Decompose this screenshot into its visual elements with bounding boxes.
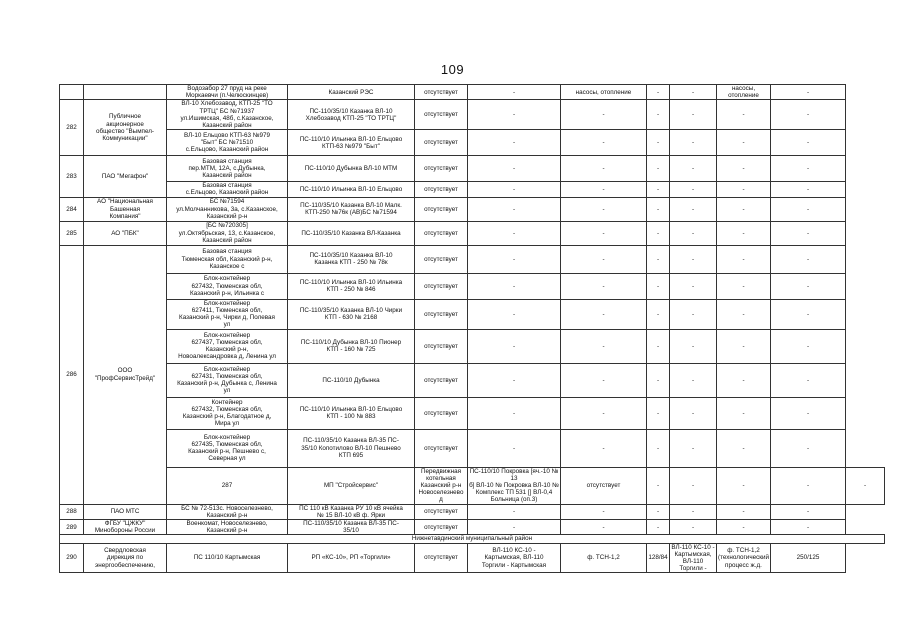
organization-cell: Свердловская дирекция по энергообеспечению, bbox=[84, 543, 167, 573]
table-cell: Передвижная котельная Казанский р-н Новоселезнево д bbox=[415, 467, 468, 504]
table-cell: - bbox=[468, 85, 561, 100]
table-cell: - bbox=[717, 504, 771, 519]
table-row bbox=[60, 85, 885, 100]
table-cell: - bbox=[670, 182, 717, 197]
table-cell: БС № 72-513с. Новоселезнево, Казанский р-н bbox=[167, 504, 288, 519]
table-cell: - bbox=[647, 273, 670, 299]
table-cell: - bbox=[670, 504, 717, 519]
table-cell: отсутствует bbox=[415, 182, 468, 197]
table-row bbox=[60, 329, 885, 363]
table-cell: - bbox=[561, 397, 647, 429]
row-number: 282 bbox=[60, 100, 84, 156]
table-cell: - bbox=[670, 467, 717, 504]
table-cell: - bbox=[670, 85, 717, 100]
table-cell: - bbox=[717, 197, 771, 221]
table-cell: - bbox=[717, 100, 771, 130]
table-cell: ПС-110/10 Ильинка ВЛ-10 Ельцово КТП - 100 № 883 bbox=[288, 397, 415, 429]
table-cell: отсутствует bbox=[415, 130, 468, 156]
table-cell: - bbox=[647, 520, 670, 535]
row-number: 287 bbox=[167, 467, 288, 504]
table-cell: - bbox=[670, 156, 717, 182]
table-cell: - bbox=[561, 100, 647, 130]
table-cell: - bbox=[561, 273, 647, 299]
table-cell: ПС-110/35/10 Казанка ВЛ-10 Малк. КТП-250 №76к (АВ)БС №71594 bbox=[288, 197, 415, 221]
table-cell: - bbox=[771, 299, 846, 329]
table-cell: отсутствует bbox=[415, 397, 468, 429]
table-cell: - bbox=[771, 221, 846, 245]
table-cell: - bbox=[647, 100, 670, 130]
table-cell: РП «КС-10», РП «Торгили» bbox=[288, 543, 415, 573]
table-cell: - bbox=[670, 197, 717, 221]
table-cell: отсутствует bbox=[415, 429, 468, 467]
table-cell: отсутствует bbox=[415, 221, 468, 245]
table-cell: - bbox=[468, 273, 561, 299]
table-row bbox=[60, 100, 885, 130]
table-cell: - bbox=[771, 273, 846, 299]
table-cell: - bbox=[647, 245, 670, 273]
table-cell: - bbox=[561, 197, 647, 221]
table-cell: Контейнер 627432, Тюменская обл, Казанский р-н, Благодатное д, Мира ул bbox=[167, 397, 288, 429]
table-cell: отсутствует bbox=[415, 245, 468, 273]
table-cell: - bbox=[717, 467, 771, 504]
table-cell: - bbox=[561, 221, 647, 245]
table-row bbox=[60, 543, 885, 573]
table-cell: отсутствует bbox=[561, 467, 647, 504]
table-cell: - bbox=[561, 520, 647, 535]
table-cell: - bbox=[561, 363, 647, 397]
table-cell: Казанский РЭС bbox=[288, 85, 415, 100]
table-row bbox=[60, 156, 885, 182]
table-cell: - bbox=[717, 397, 771, 429]
section-title: Нижнетавдинский муниципальный район bbox=[60, 535, 885, 543]
table-cell: - bbox=[468, 429, 561, 467]
table-cell: - bbox=[670, 130, 717, 156]
table-cell: - bbox=[647, 329, 670, 363]
table-cell: ПС-110/10 Ильинка ВЛ-10 Ильинка КТП - 250 № 846 bbox=[288, 273, 415, 299]
table-cell: Блок-контейнер 627411, Тюменская обл, Казанский р-н, Чирки д, Полевая ул bbox=[167, 299, 288, 329]
table-cell: отсутствует bbox=[415, 85, 468, 100]
table-row bbox=[60, 182, 885, 197]
table-cell: БС №71594 ул.Молчанникова, 3а, с.Казанское, Казанский р-н bbox=[167, 197, 288, 221]
table-cell: ПС-110/35/10 Казанка ВЛ-10 Чирки КТП - 630 № 2168 bbox=[288, 299, 415, 329]
table-cell: - bbox=[771, 156, 846, 182]
table-cell: - bbox=[468, 182, 561, 197]
table-cell: - bbox=[670, 520, 717, 535]
organization-cell: ФГБУ "ЦЖКУ" Минобороны России bbox=[84, 520, 167, 535]
table-cell: - bbox=[771, 504, 846, 519]
table-cell: ПС-110/10 Дубынка ВЛ-10 МТМ bbox=[288, 156, 415, 182]
table-row bbox=[60, 299, 885, 329]
table-cell: отсутствует bbox=[415, 299, 468, 329]
data-table bbox=[59, 84, 885, 573]
table-cell: - bbox=[468, 221, 561, 245]
table-cell: - bbox=[717, 329, 771, 363]
table-cell: 128/84 bbox=[647, 543, 670, 573]
table-cell: - bbox=[647, 363, 670, 397]
table-cell: Военкомат, Новоселезнево, Казанский р-н bbox=[167, 520, 288, 535]
table-cell: Блок-контейнер 627432, Тюменская обл, Казанский р-н, Ильинка с bbox=[167, 273, 288, 299]
table-row bbox=[60, 429, 885, 467]
table-cell: - bbox=[647, 467, 670, 504]
table-cell: - bbox=[561, 429, 647, 467]
table-cell: отсутствует bbox=[415, 329, 468, 363]
table-cell: - bbox=[771, 467, 846, 504]
table-cell: ПС-110/10 Ильинка ВЛ-10 Ельцово bbox=[288, 182, 415, 197]
row-number: 286 bbox=[60, 245, 84, 504]
row-number: 289 bbox=[60, 520, 84, 535]
section-band-row bbox=[60, 535, 885, 543]
table-cell: - bbox=[647, 85, 670, 100]
table-cell: - bbox=[647, 429, 670, 467]
table-cell: - bbox=[670, 429, 717, 467]
table-cell: ВЛ-110 КС-10 - Картымская, ВЛ-110 Торгили - Картымская bbox=[468, 543, 561, 573]
organization-cell: Публичное акционерное общество "Вымпел- Коммуникации" bbox=[84, 100, 167, 156]
table-cell: насосы, отопление bbox=[561, 85, 647, 100]
table-cell: - bbox=[771, 429, 846, 467]
organization-cell: МП "Стройсервис" bbox=[288, 467, 415, 504]
table-row bbox=[60, 130, 885, 156]
table-body bbox=[60, 85, 885, 573]
table-row bbox=[60, 397, 885, 429]
table-cell: ф. ТСН-1,2 bbox=[561, 543, 647, 573]
table-row bbox=[60, 245, 885, 273]
table-cell: - bbox=[561, 156, 647, 182]
table-cell: ПС-110/35/10 Казанка ВЛ-Казанка bbox=[288, 221, 415, 245]
table-cell: - bbox=[647, 221, 670, 245]
table-cell: 250/125 bbox=[771, 543, 846, 573]
table-cell: - bbox=[670, 100, 717, 130]
table-cell: ф. ТСН-1,2 (технологический процесс ж.д. bbox=[717, 543, 771, 573]
table-cell: - bbox=[468, 299, 561, 329]
table-cell: Базовая станция Тюменская обл, Казанский р-н, Казанское с bbox=[167, 245, 288, 273]
table-cell: - bbox=[717, 429, 771, 467]
table-cell: - bbox=[647, 397, 670, 429]
table-cell: ПС 110/10 Картымская bbox=[167, 543, 288, 573]
table-cell: - bbox=[468, 397, 561, 429]
table-cell: - bbox=[771, 130, 846, 156]
row-number: 284 bbox=[60, 197, 84, 221]
table-cell: - bbox=[717, 273, 771, 299]
table-cell: отсутствует bbox=[415, 197, 468, 221]
table-row bbox=[60, 221, 885, 245]
table-cell: - bbox=[468, 504, 561, 519]
table-cell: - bbox=[561, 245, 647, 273]
table-row bbox=[60, 363, 885, 397]
table-cell: Блок-контейнер 627437, Тюменская обл, Казанский р-н, Новоалександровка д, Ленина ул bbox=[167, 329, 288, 363]
table-cell: - bbox=[771, 85, 846, 100]
table-cell: ПС-110/10 Покровка [яч.-10 № 13 б] ВЛ-10 № Покровка ВЛ-10 № Комплекс ТП 531 [] ВЛ-0,4 Больница (оп.3) bbox=[469, 467, 559, 504]
table-cell: ВЛ-10 Хлебозавод, КТП-25 "ТО ТРТЦ" БС №71937 ул.Ишимская, 48б, с.Казанское, Казанский район bbox=[167, 100, 288, 130]
table-cell: ВЛ-110 КС-10 - Картымская, ВЛ-110 Торгили - bbox=[671, 543, 715, 573]
table-cell: отсутствует bbox=[415, 504, 468, 519]
table-cell: - bbox=[717, 520, 771, 535]
table-cell: - bbox=[771, 182, 846, 197]
table-cell: - bbox=[670, 329, 717, 363]
table-row bbox=[60, 504, 885, 519]
organization-cell: АО "Национальная Башенная Компания" bbox=[84, 197, 167, 221]
table-cell: - bbox=[647, 299, 670, 329]
table-cell: - bbox=[561, 182, 647, 197]
table-cell: - bbox=[670, 363, 717, 397]
table-cell: - bbox=[670, 221, 717, 245]
table-cell: отсутствует bbox=[415, 273, 468, 299]
table-cell: - bbox=[717, 182, 771, 197]
table-cell: ПС-110/35/10 Казанка ВЛ-35 ПС- 35/10 Копотилово ВЛ-10 Пешнево КТП 695 bbox=[288, 429, 415, 467]
table-cell: отсутствует bbox=[415, 100, 468, 130]
table-cell: ПС-110/10 Ильинка ВЛ-10 Ельцово КТП-63 №979 "Быт" bbox=[288, 130, 415, 156]
table-cell: Базовая станция пер.МТМ, 12А, с.Дубынка, Казанский район bbox=[167, 156, 288, 182]
table-cell: - bbox=[717, 221, 771, 245]
table-cell: - bbox=[771, 397, 846, 429]
row-number: 290 bbox=[60, 543, 84, 573]
table-cell: ПС 110 кВ Казанка РУ 10 кВ ячейка № 15 ВЛ-10 кВ ф. Ярки bbox=[288, 504, 415, 519]
table-row bbox=[60, 273, 885, 299]
table-cell: ПС-110/10 Дубынка bbox=[288, 363, 415, 397]
table-cell: - bbox=[647, 182, 670, 197]
table-cell: отсутствует bbox=[415, 520, 468, 535]
table-cell: - bbox=[468, 156, 561, 182]
table-cell: - bbox=[846, 467, 885, 504]
table-cell: отсутствует bbox=[415, 363, 468, 397]
table-cell: - bbox=[468, 197, 561, 221]
table-cell: - bbox=[647, 156, 670, 182]
table-cell: - bbox=[468, 100, 561, 130]
table-cell: - bbox=[468, 245, 561, 273]
table-cell: - bbox=[670, 299, 717, 329]
organization-cell: ПАО "Мегафон" bbox=[84, 156, 167, 197]
table-cell: - bbox=[771, 245, 846, 273]
table-cell: - bbox=[717, 130, 771, 156]
table-cell: - bbox=[717, 363, 771, 397]
table-cell: - bbox=[670, 245, 717, 273]
organization-cell: ООО "ПрофСервисТрейд" bbox=[84, 245, 167, 504]
organization-cell: АО "ПБК" bbox=[84, 221, 167, 245]
table-cell: - bbox=[647, 197, 670, 221]
table-cell: отсутствует bbox=[415, 156, 468, 182]
organization-cell bbox=[84, 85, 167, 100]
table-cell: - bbox=[771, 520, 846, 535]
table-cell: - bbox=[468, 363, 561, 397]
table-cell: отсутствует bbox=[415, 543, 468, 573]
organization-cell: ПАО МТС bbox=[84, 504, 167, 519]
table-cell: - bbox=[717, 245, 771, 273]
table-cell: - bbox=[468, 130, 561, 156]
table-cell: - bbox=[561, 130, 647, 156]
table-cell: - bbox=[717, 156, 771, 182]
table-cell: Базовая станция с.Ельцово, Казанский район bbox=[167, 182, 288, 197]
table-cell: ПС-110/10 Дубынка ВЛ-10 Пионер КТП - 160 № 725 bbox=[288, 329, 415, 363]
table-cell: - bbox=[771, 329, 846, 363]
table-cell: насосы, отопление bbox=[717, 85, 771, 100]
table-row bbox=[60, 197, 885, 221]
table-cell: ПС-110/35/10 Казанка ВЛ-10 Хлебозавод КТП-25 "ТО ТРТЦ" bbox=[288, 100, 415, 130]
table-cell: ПС-110/35/10 Казанка ВЛ-10 Казанка КТП - 250 № 78к bbox=[288, 245, 415, 273]
table-cell: - bbox=[771, 197, 846, 221]
page-number: 109 bbox=[440, 62, 465, 77]
table-cell: - bbox=[670, 273, 717, 299]
table-cell: - bbox=[647, 130, 670, 156]
table-cell: ВЛ-10 Ельцово КТП-63 №979 "Быт" БС №71510 с.Ельцово, Казанский район bbox=[167, 130, 288, 156]
table-cell: ПС-110/35/10 Казанка ВЛ-35 ПС- 35/10 bbox=[288, 520, 415, 535]
table-cell: - bbox=[670, 397, 717, 429]
table-cell: - bbox=[561, 329, 647, 363]
table-cell: - bbox=[468, 520, 561, 535]
table-cell: - bbox=[468, 329, 561, 363]
table-cell: - bbox=[561, 299, 647, 329]
table-row bbox=[60, 467, 885, 504]
table-cell: - bbox=[771, 100, 846, 130]
row-number: 285 bbox=[60, 221, 84, 245]
table-cell: Блок-контейнер 627435, Тюменская обл, Казанский р-н, Пешнево с, Северная ул bbox=[167, 429, 288, 467]
row-number: 283 bbox=[60, 156, 84, 197]
row-number bbox=[60, 85, 84, 100]
table-cell: - bbox=[647, 504, 670, 519]
table-cell: [БС №720305] ул.Октябрьская, 13, с.Казанское, Казанский район bbox=[167, 221, 288, 245]
table-cell: - bbox=[561, 504, 647, 519]
table-cell: Блок-контейнер 627431, Тюменская обл, Казанский р-н, Дубынка с, Ленина ул bbox=[167, 363, 288, 397]
row-number: 288 bbox=[60, 504, 84, 519]
table-cell: - bbox=[717, 299, 771, 329]
table-row bbox=[60, 520, 885, 535]
table-cell: - bbox=[771, 363, 846, 397]
table-cell: Водозабор 27 пруд на реке Моркаевчи (п.Челюскинцев) bbox=[167, 85, 288, 100]
